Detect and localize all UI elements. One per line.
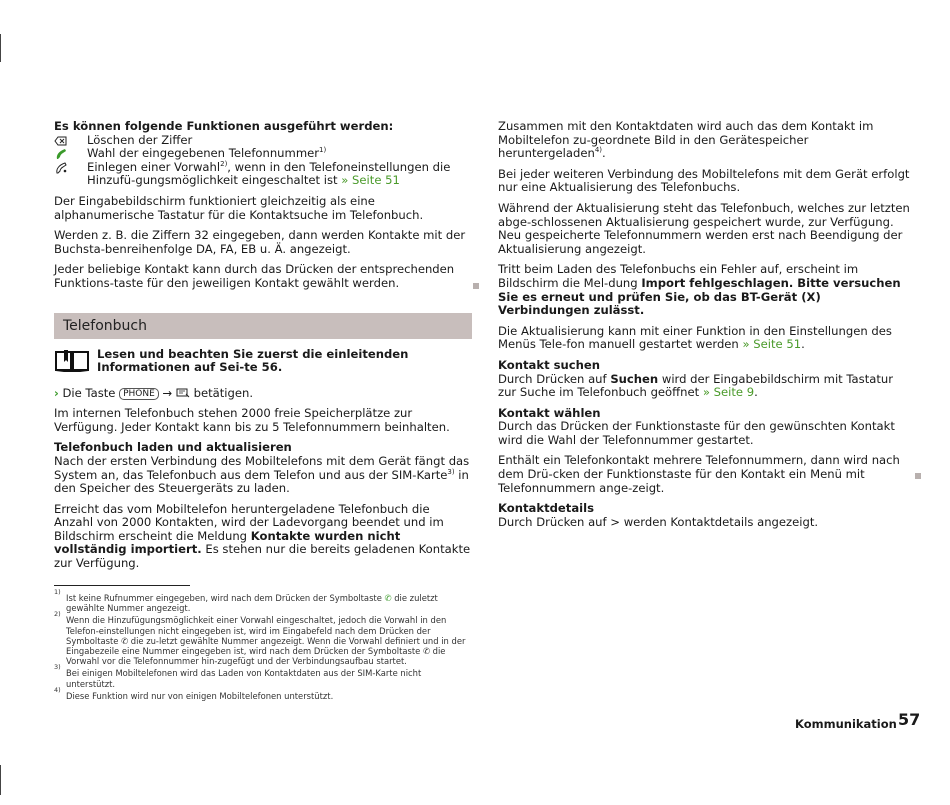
footnote-text: Wenn die Hinzufügungsmöglichkeit einer Vorwahl eingeschaltet, jedoch die Vorwahl in den Telefon-einstellungen nicht eingegeben ist, wird im Eingabefeld nach dem Drücken der Symboltaste: [66, 615, 447, 646]
step-text: betätigen.: [193, 385, 254, 400]
paragraph: Der Eingabebildschirm funktioniert gleichzeitig als eine alphanumerische Tastatur für die Kontaktsuche im Telefonbuch.: [54, 193, 424, 222]
footnote-ref: 2): [220, 159, 228, 168]
footnote: 2) Wenn die Hinzufügungsmöglichkeit einer Vorwahl eingeschaltet, jedoch die Vorwahl in den Telefon-einstellungen nicht eingegeben ist, wird im Eingabefeld nach dem Drücken der Symboltaste ✆ die zu-letzt gewählte Nummer angezeigt. Wenn die Vorwahl definiert und in der Eingabezeile eine Nummer eingegeben ist, wird nach dem Drücken der Symboltaste ✆ die Vorwahl vor die Telefonnummer hin-zugefügt und der Verbindungsaufbau startet.: [54, 610, 466, 667]
end-marker: [473, 283, 479, 289]
paragraph: [54, 263, 472, 290]
chapter-label: Kommunikation: [795, 717, 897, 731]
footnote: 4) Diese Funktion wird nur von einigen Mobiltelefonen unterstützt.: [54, 685, 334, 701]
phone-prefix-icon: ✆: [422, 646, 430, 657]
paragraph: Durch Drücken auf > werden Kontaktdetails angezeigt.: [498, 514, 819, 529]
page-link[interactable]: » Seite 51: [742, 337, 802, 352]
note-box: [54, 348, 472, 378]
paragraph-text: Es stehen nur die bereits geladenen Kontakte zur Verfügung.: [54, 542, 471, 571]
subheading: Telefonbuch laden und aktualisieren: [54, 440, 292, 455]
function-item-call: [54, 147, 472, 161]
page-link[interactable]: » Seite 51: [341, 173, 400, 188]
paragraph-text: Jeder beliebige Kontakt kann durch das Drücken der entsprechenden Funktions-taste für den jeweiligen Kontakt gewählt werden.: [54, 262, 455, 290]
message-text: Kontakte wurden nicht vollständig importiert.: [54, 528, 401, 557]
subheading: Kontaktdetails: [498, 501, 594, 516]
page-number: 57: [898, 710, 921, 729]
footnote: 3) Bei einigen Mobiltelefonen wird das Laden von Kontaktdaten aus der SIM-Karte nicht unterstützt.: [54, 663, 422, 689]
phone-key: PHONE: [119, 388, 159, 400]
button-name-text: Suchen: [610, 371, 659, 386]
paragraph: Während der Aktualisierung steht das Telefonbuch, welches zur letzten abge-schlossenen Aktualisierung gespeichert wurde, zur Verfügung. Neu gespeicherte Telefonnummern werden erst nach Beendigung der Aktualisierung angezeigt.: [498, 200, 910, 256]
paragraph: Bei jeder weiteren Verbindung des Mobiltelefons mit dem Gerät erfolgt nur eine Aktualisierung des Telefonbuchs.: [498, 166, 910, 195]
paragraph-text: .: [801, 337, 805, 352]
paragraph: [498, 120, 914, 161]
footnote-ref: 4): [594, 146, 603, 155]
step-arrow-icon: ›: [54, 385, 59, 400]
footnote-text: Ist keine Rufnummer eingegeben, wird nach dem Drücken der Symboltaste: [66, 593, 385, 603]
paragraph: Durch das Drücken der Funktionstaste für den gewünschten Kontakt wird die Wahl der Telefonnummer gestartet.: [498, 419, 895, 447]
end-marker: [915, 473, 921, 479]
footnote-ref: 1): [319, 146, 327, 155]
paragraph-text: Zusammen mit den Kontaktdaten wird auch das dem Kontakt im Mobiltelefon zu-geordnete Bild in den Gerätespeicher heruntergeladen: [498, 119, 874, 161]
function-text: Wahl der eingegebenen Telefonnummer: [87, 146, 320, 161]
function-text-cont: , wenn in den Telefoneinstellungen die Hinzufü-gungsmöglichkeit eingeschaltet ist: [87, 159, 451, 188]
paragraph: [54, 503, 472, 571]
paragraph-text: in den Speicher des Steuergeräts zu laden.: [54, 467, 469, 496]
phone-prefix-icon: [54, 162, 68, 174]
paragraph-text: Die Aktualisierung kann mit einer Funktion in den Einstellungen des Menüs Tele-fon manuell gestartet werden: [498, 323, 892, 352]
left-column: [54, 120, 472, 571]
footnotes: [54, 585, 472, 703]
phone-call-icon: [54, 148, 68, 160]
paragraph: [498, 373, 914, 400]
step-instruction: [54, 387, 472, 401]
footnote-rule: [54, 585, 190, 586]
section-title: Telefonbuch: [63, 317, 147, 334]
step-text: Die Taste: [62, 385, 116, 400]
section-title-bar: [54, 313, 472, 339]
function-key-icon: [176, 388, 190, 398]
note-text: Lesen und beachten Sie zuerst die einleitenden Informationen auf Sei-te 56.: [97, 346, 409, 375]
function-text: Einlegen einer Vorwahl: [87, 159, 221, 174]
footnote-ref: 3): [447, 467, 455, 476]
function-text: Löschen der Ziffer: [87, 132, 193, 147]
right-column: [498, 120, 914, 529]
paragraph: [54, 455, 472, 496]
footnote: 1) Ist keine Rufnummer eingegeben, wird nach dem Drücken der Symboltaste ✆ die zuletzt gewählte Nummer angezeigt.: [54, 588, 438, 614]
subheading: Kontakt wählen: [498, 405, 601, 420]
paragraph: Werden z. B. die Ziffern 32 eingegeben, dann werden Kontakte mit der Buchsta-benreihenfolge DA, FA, EB u. Ä. angezeigt.: [54, 228, 466, 256]
function-item-prefix: [54, 161, 472, 188]
crop-mark-top: [0, 34, 1, 62]
paragraph: [498, 325, 914, 352]
paragraph-text: Tritt beim Laden des Telefonbuchs ein Fehler auf, erscheint im Bildschirm die Mel-dung: [498, 262, 859, 290]
phone-call-icon: ✆: [384, 593, 392, 603]
subheading: Kontakt suchen: [498, 357, 601, 372]
book-icon: [54, 348, 90, 372]
paragraph: Im internen Telefonbuch stehen 2000 freie Speicherplätze zur Verfügung. Jeder Kontakt kann bis zu 5 Telefonnummern beinhalten.: [54, 406, 450, 434]
paragraph-text: Durch Drücken auf: [498, 371, 611, 386]
footnote-text: die zuletzt gewählte Nummer angezeigt.: [66, 593, 438, 614]
paragraph: Enthält ein Telefonkontakt mehrere Telefonnummern, dann wird nach dem Drü-cken der Funktionstaste für den Kontakt ein Menü mit Telefonnummern ange-zeigt.: [498, 453, 900, 495]
footnote-text: die Vorwahl vor die Telefonnummer hin-zugefügt und der Verbindungsaufbau startet.: [66, 646, 446, 667]
delete-digit-icon: [54, 135, 68, 147]
step-arrow: →: [162, 385, 173, 400]
message-text: Import fehlgeschlagen. Bitte versuchen Sie es erneut und prüfen Sie, ob das BT-Gerät (X) Verbindungen zulässt.: [498, 275, 901, 318]
paragraph-text: Nach der ersten Verbindung des Mobiltelefons mit dem Gerät fängt das System an, das Telefonbuch aus dem Telefon und aus der SIM-Karte: [54, 453, 470, 482]
paragraph-text: .: [754, 385, 758, 400]
paragraph-text: Erreicht das vom Mobiltelefon heruntergeladene Telefonbuch die Anzahl von 2000 Kontakten, wird der Ladevorgang beendet und im Bildschirm erscheint die Meldung: [54, 501, 444, 543]
crop-mark-bottom: [0, 765, 1, 795]
footnote-text: Diese Funktion wird nur von einigen Mobiltelefonen unterstützt.: [66, 690, 334, 701]
paragraph-text: .: [602, 146, 606, 161]
paragraph: [498, 263, 914, 317]
functions-heading: Es können folgende Funktionen ausgeführt werden:: [54, 119, 394, 133]
page-link[interactable]: » Seite 9: [702, 385, 755, 400]
function-item-delete: [54, 134, 472, 148]
paragraph-text: wird der Eingabebildschirm mit Tastatur zur Suche im Telefonbuch geöffnet: [498, 371, 894, 400]
footnote-text: Bei einigen Mobiltelefonen wird das Laden von Kontaktdaten aus der SIM-Karte nicht unterstützt.: [66, 668, 422, 689]
footnote-text: die zu-letzt gewählte Nummer angezeigt. Wenn die Vorwahl definiert und in der Eingabezeile eine Nummer eingegeben ist, wird nach dem Drücken der Symboltaste: [66, 635, 466, 657]
phone-prefix-icon: ✆: [121, 635, 129, 646]
